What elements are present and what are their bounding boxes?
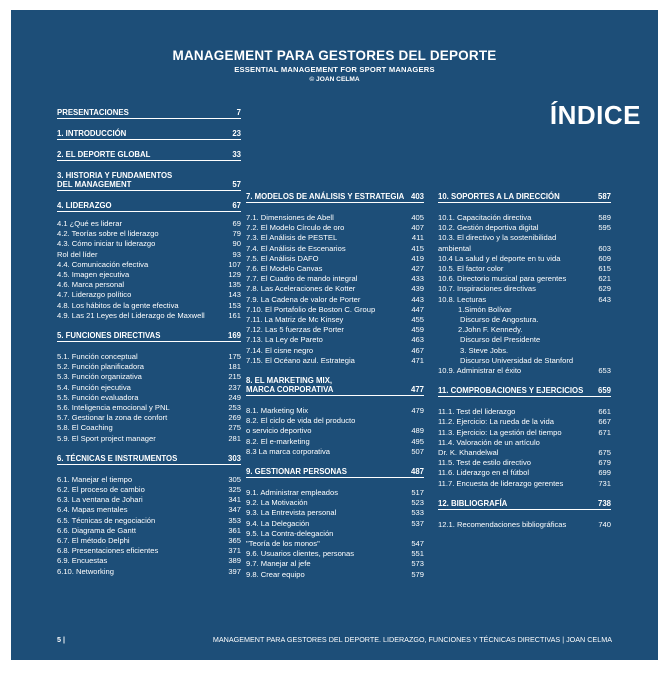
toc-item[interactable]: 7.13. La Ley de Pareto 463	[246, 335, 424, 345]
toc-item[interactable]: 5.1. Función conceptual 175	[57, 352, 241, 362]
toc-item[interactable]: 4.2. Teorías sobre el liderazgo 79	[57, 229, 241, 239]
toc-item[interactable]: 9.7. Manejar al jefe 573	[246, 559, 424, 569]
toc-item[interactable]: 5.9. El Sport project manager 281	[57, 433, 241, 443]
toc-item[interactable]: 6.6. Diagrama de Gantt 361	[57, 525, 241, 535]
toc-item[interactable]: 6.1. Manejar el tiempo 305	[57, 474, 241, 484]
toc-item[interactable]: 6.9. Encuestas 389	[57, 556, 241, 566]
toc-item[interactable]: 5.3. Función organizativa 215	[57, 372, 241, 382]
toc-item[interactable]: 12.1. Recomendaciones bibliográficas 740	[438, 519, 611, 529]
toc-item[interactable]: 6.7. El método Delphi 365	[57, 536, 241, 546]
toc-item[interactable]: 6.2. El proceso de cambio 325	[57, 485, 241, 495]
toc-item[interactable]: 9.4. La Delegación 537	[246, 518, 424, 528]
page-footer	[57, 635, 612, 644]
toc-item[interactable]: 10.6. Directorio musical para gerentes 621	[438, 274, 611, 284]
reading-entry: Discurso Universidad de Stanford	[460, 355, 574, 365]
reading-entry: 3. Steve Jobs.	[460, 345, 509, 355]
toc-item[interactable]: 6.8. Presentaciones eficientes 371	[57, 546, 241, 556]
toc-item[interactable]: 4.9. Las 21 Leyes del Liderazgo de Maxwell 161	[57, 310, 241, 320]
toc-item[interactable]: 8.3 La marca corporativa 507	[246, 446, 424, 456]
toc-section[interactable]: 8. EL MARKETING MIX, MARCA CORPORATIVA 477	[246, 376, 424, 395]
toc-item[interactable]: 8.1. Marketing Mix 479	[246, 406, 424, 416]
toc-item[interactable]: 11.5. Test de estilo directivo 679	[438, 458, 611, 468]
toc-section[interactable]: 12. BIBLIOGRAFÍA 738	[438, 498, 611, 508]
toc-section[interactable]: PRESENTACIONES 7	[57, 108, 241, 117]
toc-section[interactable]: 9. GESTIONAR PERSONAS 487	[246, 467, 424, 477]
toc-item[interactable]: 6.4. Mapas mentales 347	[57, 505, 241, 515]
toc-item[interactable]: 6.3. La ventana de Johari 341	[57, 495, 241, 505]
toc-item[interactable]: 5.8. El Coaching 275	[57, 423, 241, 433]
toc-item[interactable]: 10.1. Capacitación directiva 589	[438, 213, 611, 222]
reading-entry: Discurso de Angostura.	[460, 315, 539, 325]
toc-section[interactable]: 1. INTRODUCCIÓN 23	[57, 129, 241, 138]
toc-item[interactable]: 4.6. Marca personal 135	[57, 280, 241, 290]
toc-item[interactable]: 7.4. El Análisis de Escenarios 415	[246, 243, 424, 253]
reading-entry: 2.John F. Kennedy.	[458, 325, 523, 335]
toc-item[interactable]: 10.9. Administrar el éxito 653	[438, 366, 611, 376]
toc-section[interactable]: 7. MODELOS DE ANÁLISIS Y ESTRATEGIA 403	[246, 192, 424, 201]
toc-item[interactable]: 11.3. Ejercicio: La gestión del tiempo 671	[438, 427, 611, 437]
toc-item[interactable]: 4.7. Liderazgo político 143	[57, 290, 241, 300]
toc-item[interactable]: 5.2. Función planificadora 181	[57, 362, 241, 372]
toc-item[interactable]: 6.5. Técnicas de negociación 353	[57, 515, 241, 525]
toc-item[interactable]: 7.2. El Modelo Círculo de oro 407	[246, 223, 424, 233]
toc-item[interactable]: 9.8. Crear equipo 579	[246, 569, 424, 579]
toc-item[interactable]: 5.6. Inteligencia emocional y PNL 253	[57, 403, 241, 413]
page-panel	[11, 10, 658, 660]
toc-item[interactable]: 8.2. El ciclo de vida del producto o servicio deportivo 489	[246, 416, 424, 436]
book-title: MANAGEMENT PARA GESTORES DEL DEPORTE	[172, 48, 497, 63]
toc-item[interactable]: 7.7. El Cuadro de mando integral 433	[246, 274, 424, 284]
toc-item[interactable]: 4.8. Los hábitos de la gente efectiva 153	[57, 300, 241, 310]
toc-item[interactable]: 5.5. Función evaluadora 249	[57, 392, 241, 402]
toc-section[interactable]: 11. COMPROBACIONES Y EJERCICIOS 659	[438, 386, 611, 396]
toc-section[interactable]: 3. HISTORIA Y FUNDAMENTOS DEL MANAGEMENT 57	[57, 171, 241, 189]
toc-item[interactable]: 7.1. Dimensiones de Abell 405	[246, 213, 424, 222]
toc-item[interactable]: 9.2. La Motivación 523	[246, 498, 424, 508]
index-title: ÍNDICE	[549, 100, 641, 130]
copyright: © JOAN CELMA	[309, 76, 360, 83]
toc-item[interactable]: 7.14. El cisne negro 467	[246, 345, 424, 355]
toc-section[interactable]: 2. EL DEPORTE GLOBAL 33	[57, 150, 241, 159]
toc-item[interactable]: 4.3. Cómo iniciar tu liderazgo Rol del líder 90 93	[57, 239, 241, 259]
toc-column-2	[246, 192, 424, 580]
toc-item[interactable]: 10.8. Lecturas 643	[438, 294, 611, 304]
toc-item[interactable]: 7.6. El Modelo Canvas 427	[246, 264, 424, 274]
toc-item[interactable]: 4.4. Comunicación efectiva 107	[57, 259, 241, 269]
toc-item[interactable]: 6.10. Networking 397	[57, 566, 241, 576]
book-subtitle: ESSENTIAL MANAGEMENT FOR SPORT MANAGERS	[234, 65, 435, 74]
toc-item[interactable]: 10.4 La salud y el deporte en tu vida 609	[438, 253, 611, 263]
toc-item[interactable]: 9.3. La Entrevista personal 533	[246, 508, 424, 518]
toc-item[interactable]: 10.7. Inspiraciones directivas 629	[438, 284, 611, 294]
toc-item[interactable]: 9.6. Usuarios clientes, personas 551	[246, 549, 424, 559]
toc-item[interactable]: 4.1 ¿Qué es liderar 69	[57, 219, 241, 228]
toc-item[interactable]: 11.2. Ejercicio: La rueda de la vida 667	[438, 417, 611, 427]
toc-item[interactable]: 11.1. Test del liderazgo 661	[438, 407, 611, 417]
toc-item[interactable]: 10.2. Gestión deportiva digital 595	[438, 223, 611, 233]
toc-item[interactable]: 10.5. El factor color 615	[438, 264, 611, 274]
toc-item[interactable]: 7.11. La Matriz de Mc Kinsey 455	[246, 315, 424, 325]
toc-item[interactable]: 9.1. Administrar empleados 517	[246, 488, 424, 498]
toc-section[interactable]: 5. FUNCIONES DIRECTIVAS 169	[57, 331, 241, 341]
toc-item[interactable]: 11.4. Valoración de un artículo Dr. K. Khandelwal 675	[438, 437, 611, 458]
toc-item[interactable]: 5.4. Función ejecutiva 237	[57, 382, 241, 392]
toc-section[interactable]: 10. SOPORTES A LA DIRECCIÓN 587	[438, 192, 611, 201]
toc-item[interactable]: 8.2. El e-marketing 495	[246, 436, 424, 446]
toc-section[interactable]: 4. LIDERAZGO 67	[57, 201, 241, 210]
toc-item[interactable]: 7.15. El Océano azul. Estrategia 471	[246, 355, 424, 365]
toc-item[interactable]: 7.9. La Cadena de valor de Porter 443	[246, 294, 424, 304]
toc-item[interactable]: 4.5. Imagen ejecutiva 129	[57, 270, 241, 280]
toc-item[interactable]: 9.5. La Contra-delegación "Teoría de los monos" 547	[246, 528, 424, 549]
page-number: 5 |	[57, 635, 66, 644]
reading-entry: Discurso del Presidente	[460, 335, 541, 345]
toc-item[interactable]: 7.10. El Portafolio de Boston C. Group 447	[246, 304, 424, 314]
toc-item[interactable]: 11.6. Liderazgo en el fútbol 699	[438, 468, 611, 478]
toc-item[interactable]: 7.3. El Análisis de PESTEL 411	[246, 233, 424, 243]
toc-item[interactable]: 7.8. Las Aceleraciones de Kotter 439	[246, 284, 424, 294]
toc-section[interactable]: 6. TÉCNICAS E INSTRUMENTOS 303	[57, 453, 241, 463]
toc-item[interactable]: 7.12. Las 5 fuerzas de Porter 459	[246, 325, 424, 335]
footer-text: MANAGEMENT PARA GESTORES DEL DEPORTE. LIDERAZGO, FUNCIONES Y TÉCNICAS DIRECTIVAS | JOAN CELMA	[212, 635, 612, 644]
toc-item[interactable]: 7.5. El Análisis DAFO 419	[246, 253, 424, 263]
toc-column-3	[438, 192, 611, 530]
toc-column-1	[57, 108, 241, 577]
toc-item[interactable]: 10.3. El directivo y la sostenibilidad ambiental 603	[438, 233, 611, 253]
reading-entry: 1.Simón Bolívar	[458, 304, 512, 314]
toc-item[interactable]: 5.7. Gestionar la zona de confort 269	[57, 413, 241, 423]
toc-item[interactable]: 11.7. Encuesta de liderazgo gerentes 731	[438, 478, 611, 488]
